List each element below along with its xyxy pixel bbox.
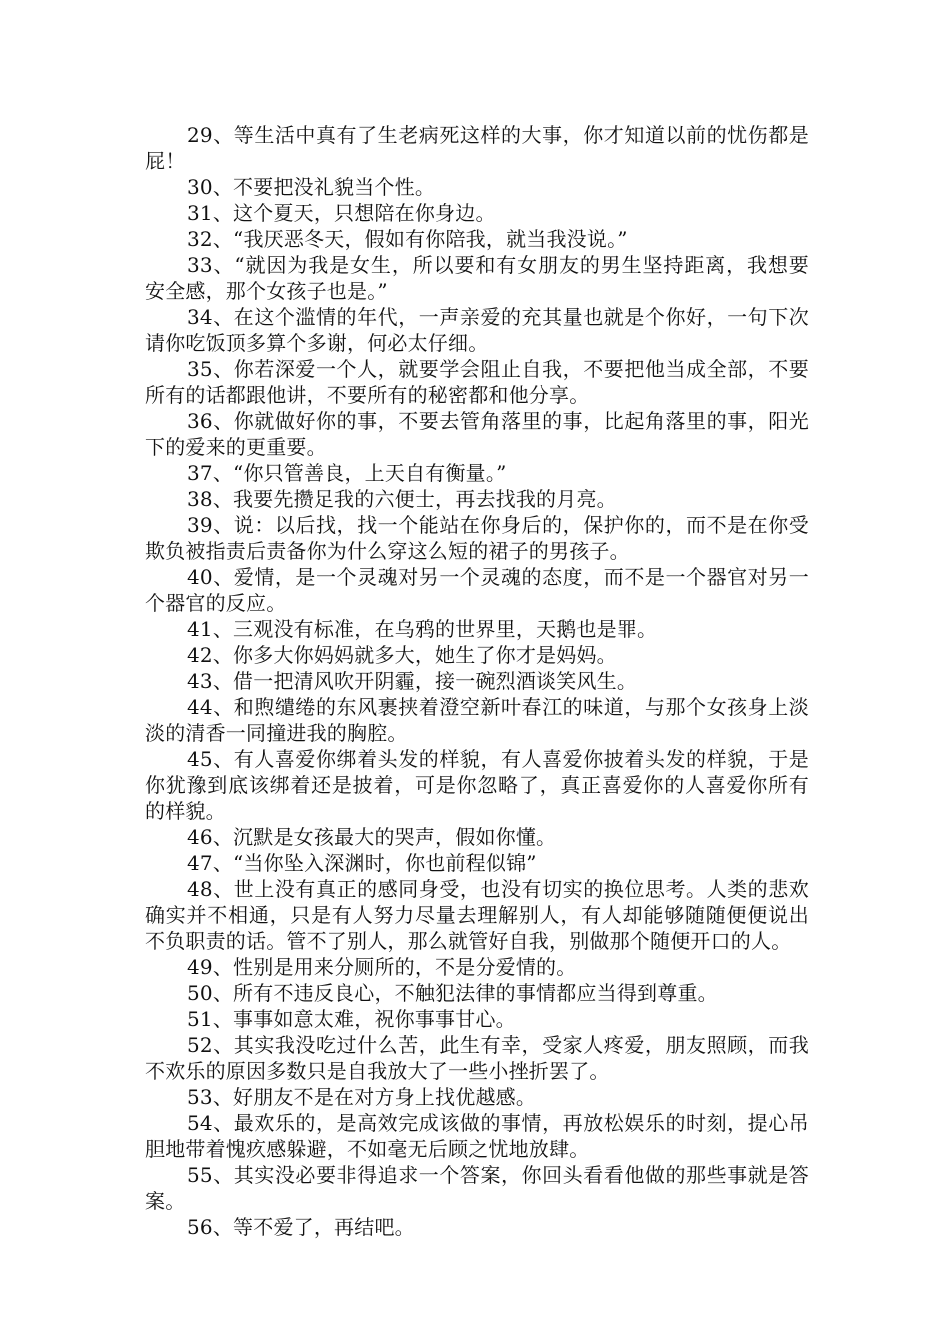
paragraph-56: 56、等不爱了，再结吧。 — [187, 1215, 415, 1239]
paragraph-38: 38、我要先攒足我的六便士，再去找我的月亮。 — [187, 487, 617, 511]
paragraph-40: 40、爱情，是一个灵魂对另一个灵魂的态度，而不是一个器官对另一个器官的反应。 — [145, 565, 809, 615]
paragraph-30: 30、不要把没礼貌当个性。 — [187, 175, 436, 199]
paragraph-29: 29、等生活中真有了生老病死这样的大事，你才知道以前的忧伤都是屁！ — [145, 123, 809, 173]
paragraph-53: 53、好朋友不是在对方身上找优越感。 — [187, 1085, 537, 1109]
paragraph-50: 50、所有不违反良心，不触犯法律的事情都应当得到尊重。 — [187, 981, 718, 1005]
paragraph-44: 44、和煦缱绻的东风裹挟着澄空新叶春江的味道，与那个女孩身上淡淡的清香一同撞进我的胸腔。 — [145, 695, 809, 745]
paragraph-48: 48、世上没有真正的感同身受，也没有切实的换位思考。人类的悲欢确实并不相通，只是有人努力尽量去理解别人，有人却能够随随便便说出不负职责的话。管不了别人，那么就管好自我，别做那个随便开口的人。 — [145, 877, 809, 953]
paragraph-36: 36、你就做好你的事，不要去管角落里的事，比起角落里的事，阳光下的爱来的更重要。 — [145, 409, 809, 459]
paragraph-46: 46、沉默是女孩最大的哭声，假如你懂。 — [187, 825, 557, 849]
paragraph-47: 47、“当你坠入深渊时，你也前程似锦” — [187, 851, 537, 875]
paragraph-37: 37、“你只管善良，上天自有衡量。” — [187, 461, 507, 485]
paragraph-42: 42、你多大你妈妈就多大，她生了你才是妈妈。 — [187, 643, 617, 667]
paragraph-34: 34、在这个滥情的年代，一声亲爱的充其量也就是个你好，一句下次请你吃饭顶多算个多谢，何必太仔细。 — [145, 305, 809, 355]
paragraph-41: 41、三观没有标准，在乌鸦的世界里，天鹅也是罪。 — [187, 617, 658, 641]
document-body — [145, 122, 809, 1240]
paragraph-35: 35、你若深爱一个人，就要学会阻止自我，不要把他当成全部，不要所有的话都跟他讲，不要所有的秘密都和他分享。 — [145, 357, 809, 407]
paragraph-54: 54、最欢乐的，是高效完成该做的事情，再放松娱乐的时刻，提心吊胆地带着愧疚感躲避，不如毫无后顾之忧地放肆。 — [145, 1111, 809, 1161]
paragraph-51: 51、事事如意太难，祝你事事甘心。 — [187, 1007, 516, 1031]
paragraph-55: 55、其实没必要非得追求一个答案，你回头看看他做的那些事就是答案。 — [145, 1163, 809, 1213]
paragraph-52: 52、其实我没吃过什么苦，此生有幸，受家人疼爱，朋友照顾，而我不欢乐的原因多数只是自我放大了一些小挫折罢了。 — [145, 1033, 809, 1083]
paragraph-39: 39、说：以后找，找一个能站在你身后的，保护你的，而不是在你受欺负被指责后责备你为什么穿这么短的裙子的男孩子。 — [145, 513, 809, 563]
paragraph-33: 33、“就因为我是女生，所以要和有女朋友的男生坚持距离，我想要安全感，那个女孩子也是。” — [145, 253, 809, 303]
paragraph-31: 31、这个夏天，只想陪在你身边。 — [187, 201, 496, 225]
paragraph-32: 32、“我厌恶冬天，假如有你陪我，就当我没说。” — [187, 227, 628, 251]
paragraph-49: 49、性别是用来分厕所的，不是分爱情的。 — [187, 955, 577, 979]
paragraph-43: 43、借一把清风吹开阴霾，接一碗烈酒谈笑风生。 — [187, 669, 638, 693]
paragraph-45: 45、有人喜爱你绑着头发的样貌，有人喜爱你披着头发的样貌，于是你犹豫到底该绑着还是披着，可是你忽略了，真正喜爱你的人喜爱你所有的样貌。 — [145, 747, 809, 823]
